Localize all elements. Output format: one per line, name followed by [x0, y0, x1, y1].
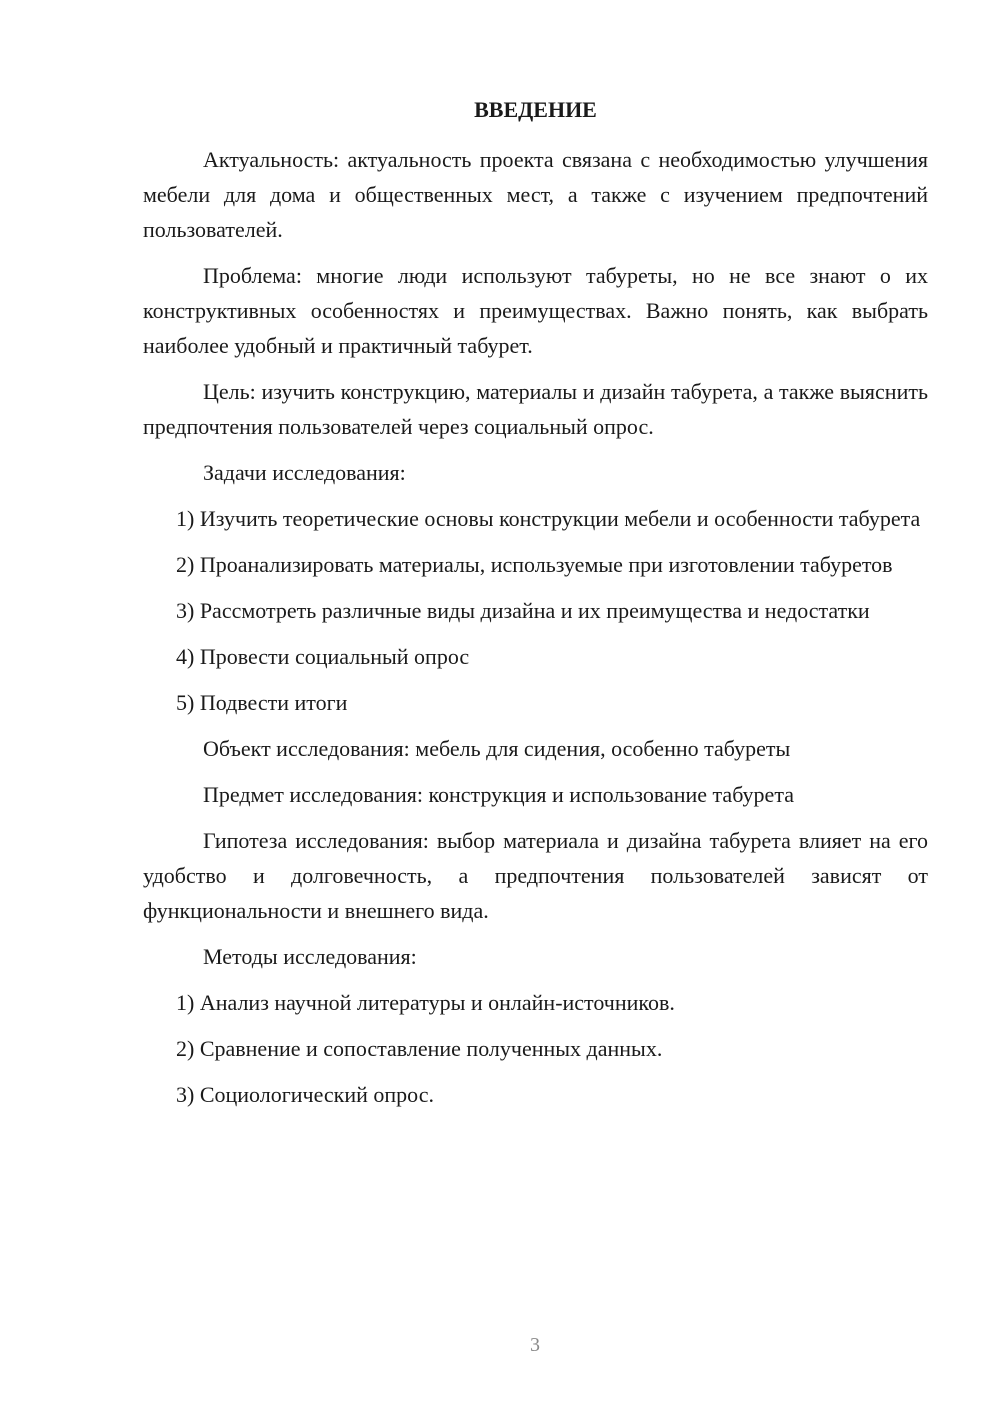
subject-paragraph: Предмет исследования: конструкция и использование табурета — [203, 782, 794, 807]
task-item: 5) Подвести итоги — [176, 690, 348, 715]
goal-paragraph: Цель: изучить конструкцию, материалы и дизайн табурета, а также выяснить предпочтения пользователей через социальный опрос. — [143, 379, 928, 439]
method-item: 2) Сравнение и сопоставление полученных данных. — [176, 1036, 663, 1061]
task-item: 4) Провести социальный опрос — [176, 644, 470, 669]
problem-paragraph: Проблема: многие люди используют табуреты, но не все знают о их конструктивных особенностях и преимуществах. Важно понять, как выбрать наиболее удобный и практичный табурет. — [143, 263, 928, 358]
relevance-paragraph: Актуальность: актуальность проекта связана с необходимостью улучшения мебели для дома и общественных мест, а также с изучением предпочтений пользователей. — [143, 147, 928, 242]
hypothesis-paragraph: Гипотеза исследования: выбор материала и дизайна табурета влияет на его удобство и долговечность, а предпочтения пользователей зависят от функциональности и внешнего вида. — [143, 828, 928, 923]
page-number: 3 — [530, 1334, 540, 1356]
task-item: 3) Рассмотреть различные виды дизайна и их преимущества и недостатки — [176, 598, 870, 623]
method-item: 1) Анализ научной литературы и онлайн-источников. — [176, 990, 675, 1015]
tasks-heading: Задачи исследования: — [203, 460, 406, 485]
page-title: ВВЕДЕНИЕ — [474, 97, 597, 122]
object-paragraph: Объект исследования: мебель для сидения, особенно табуреты — [203, 736, 791, 761]
task-item: 2) Проанализировать материалы, используемые при изготовлении табуретов — [176, 552, 893, 577]
task-item: 1) Изучить теоретические основы конструкции мебели и особенности табурета — [176, 506, 921, 531]
method-item: 3) Социологический опрос. — [176, 1082, 434, 1107]
document-body — [143, 95, 928, 1123]
methods-heading: Методы исследования: — [203, 944, 417, 969]
